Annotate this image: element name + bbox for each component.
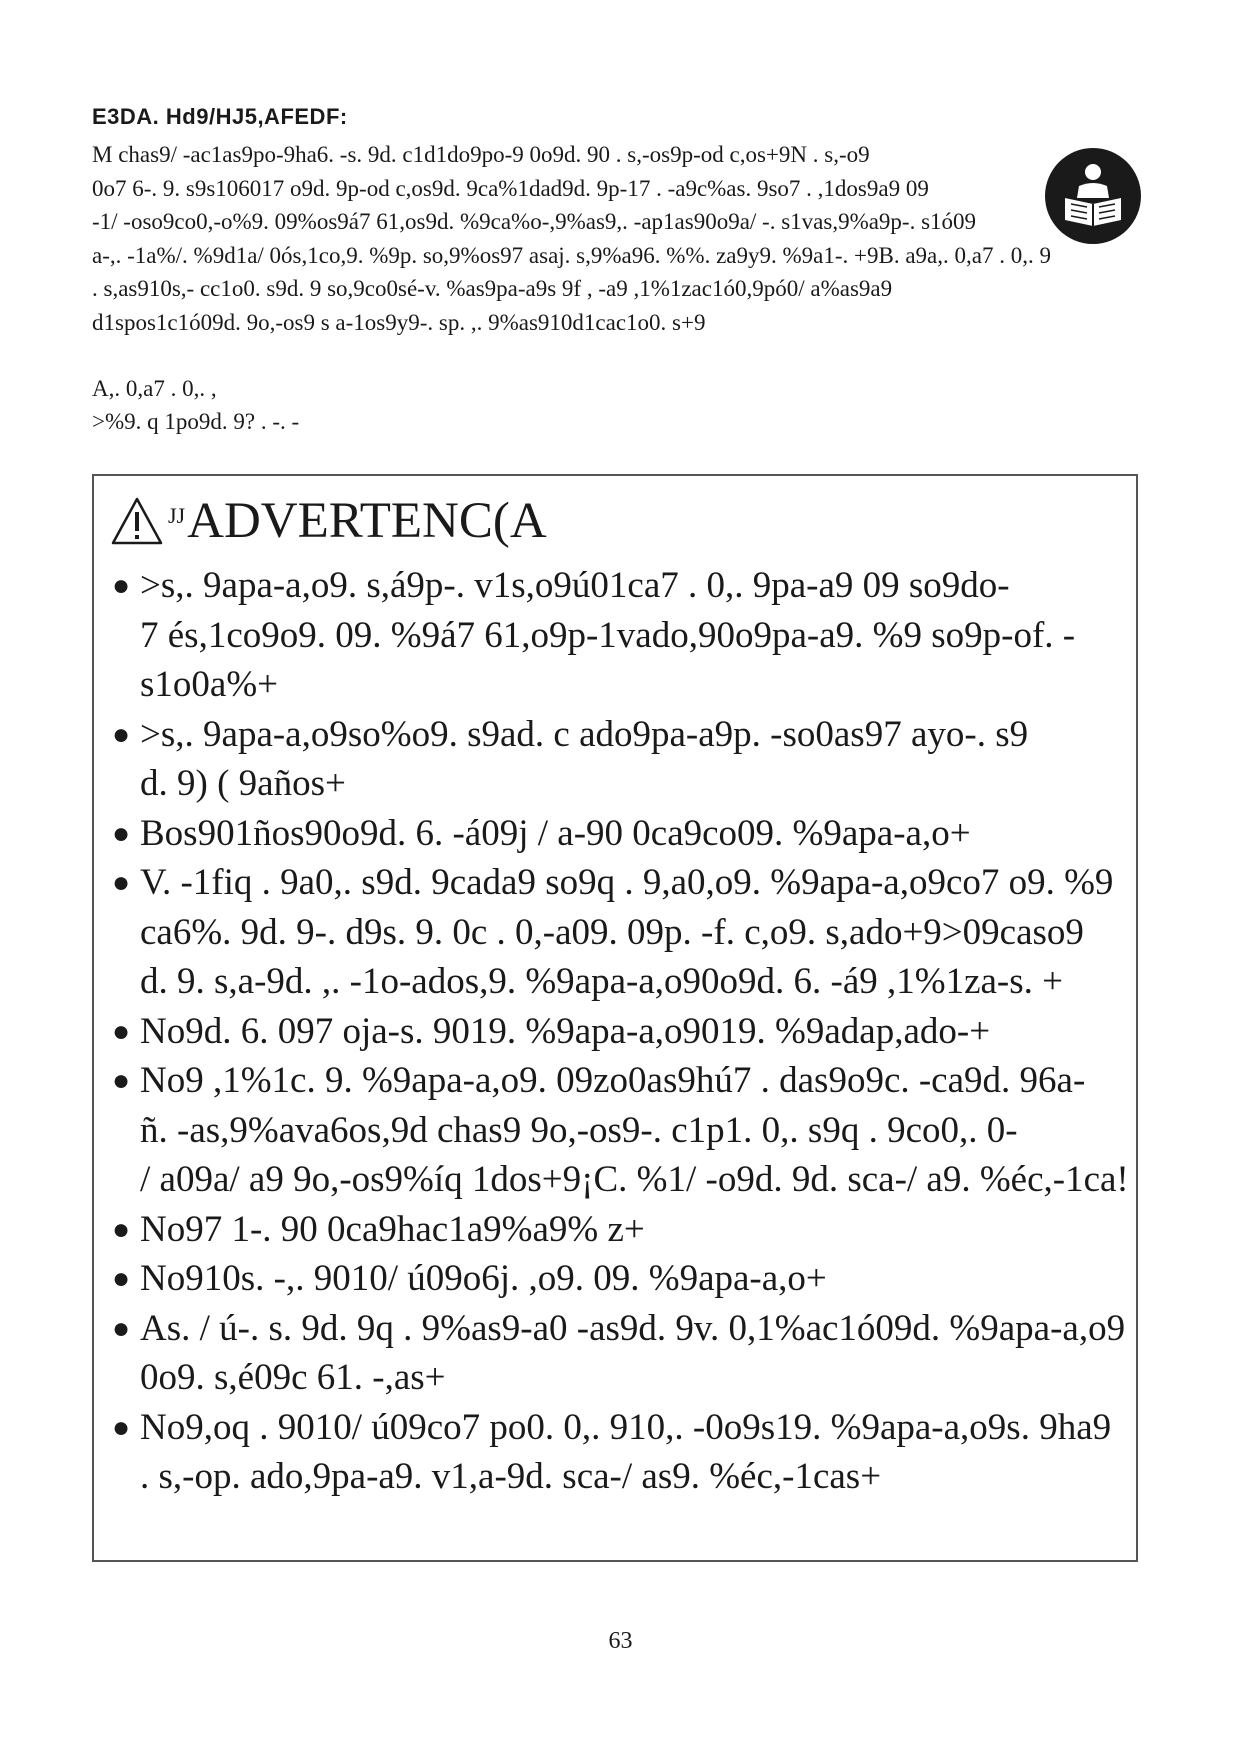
signature-block [92, 372, 299, 438]
warning-item-line: >s,. 9apa-a,o9so%o9. s9ad. c ado9pa-a9p. -so0as97 ayo-. s9 [140, 713, 1029, 755]
warning-heading [110, 486, 547, 556]
warning-item-line: d. 9) ( 9años+ [140, 763, 346, 804]
read-manual-icon [1043, 146, 1143, 246]
bullet-icon: ● [112, 1014, 131, 1048]
signature-line: >%9. q 1po9d. 9? . -. - [92, 409, 300, 434]
warning-item-line: As. / ú-. s. 9d. 9q . 9%as9-a0 -as9d. 9v. 0,1%ac1ó09d. %9apa-a,o9 [140, 1307, 1126, 1349]
intro-line: 0o7 6-. 9. s9s106017 o9d. 9p-od c,os9d. 9ca%1dad9d. 9p-17 . -a9c%as. 9so7 . ,1dos9a9 09 [92, 175, 929, 201]
warning-item-line: . s,-op. ado,9pa-a9. v1,a-9d. sca-/ as9. %éc,-1cas+ [140, 1456, 882, 1497]
intro-line: -1/ -oso9co0,-o%9. 09%os9á7 61,os9d. %9ca%o-,9%as9,. -ap1as90o9a/ -. s1vas,9%a9p-. s1ó09 [92, 209, 977, 234]
warning-item-line: ñ. -as,9%ava6os,9d chas9 9o,-os9-. c1p1. 0,. s9q . 9co0,. 0- [140, 1109, 1018, 1151]
warning-item [110, 1304, 1126, 1403]
section-title: E3DA. Hd9/HJ5,AFEDF: [92, 104, 348, 129]
intro-line: a-,. -1a%/. %9d1a/ 0ós,1co,9. %9p. so,9%os97 asaj. s,9%a96. %%. za9y9. %9a1-. +9B. a9a,. 0,a7 . 0,. 9 [92, 242, 1051, 268]
warning-item-line: No97 1-. 90 0ca9hac1a9%a9% z+ [140, 1208, 645, 1250]
page-number: 63 [608, 1628, 633, 1654]
bullet-icon: ● [112, 1064, 131, 1097]
warning-item [110, 858, 1114, 1007]
warning-item-line: s1o0a%+ [140, 664, 279, 705]
warning-item-line: Bos901ños90o9d. 6. -á09j / a-90 0ca9co09. %9apa-a,o+ [140, 812, 971, 854]
warning-item-line: 7 és,1co9o9. 09. %9á7 61,o9p-1vado,90o9pa-a9. %9 so9p-of. - [140, 614, 1076, 656]
warning-item [110, 1254, 1110, 1304]
bullet-icon: ● [112, 569, 131, 602]
warning-triangle-icon [110, 496, 164, 546]
warning-box [92, 474, 1138, 1562]
warning-heading-text: ADVERTENC(A [187, 493, 547, 549]
warning-item-line: No9 ,1%1c. 9. %9apa-a,o9. 09zo0as9hú7 . das9o9c. -ca9d. 96a- [140, 1060, 1086, 1101]
warning-item-line: V. -1fiq . 9a0,. s9d. 9cada9 so9q . 9,a0,o9. %9apa-a,o9co7 o9. %9 [140, 862, 1114, 903]
warning-item-line: No9d. 6. 097 oja-s. 9019. %9apa-a,o9019. %9adap,ado-+ [140, 1010, 991, 1052]
warning-item-line: No910s. -,. 9010/ ú09o6j. ,o9. 09. %9apa-a,o+ [140, 1258, 827, 1299]
warning-item [110, 1205, 1110, 1255]
warning-item [110, 1056, 1129, 1205]
warning-item [110, 809, 1110, 859]
intro-paragraph [92, 138, 1051, 339]
warning-item [110, 1007, 1110, 1057]
intro-line: M chas9/ -ac1as9po-9ha6. -s. 9d. c1d1do9po-9 0o9d. 90 . s,-os9p-od c,os+9N . s,-o9 [92, 142, 870, 167]
warning-item-line: d. 9. s,a-9d. ,. -1o-ados,9. %9apa-a,o90o9d. 6. -á9 ,1%1za-s. + [140, 961, 1064, 1002]
signature-line: A,. 0,a7 . 0,. , [92, 376, 217, 401]
bullet-icon: ● [112, 717, 131, 751]
warning-heading-prefix: JJ [168, 503, 186, 528]
warning-item-line: No9,oq . 9010/ ú09co7 po0. 0,. 910,. -0o9s19. %9apa-a,o9s. 9ha9 [140, 1406, 1112, 1448]
warning-item-line: >s,. 9apa-a,o9. s,á9p-. v1s,o9ú01ca7 . 0,. 9pa-a9 09 so9do- [140, 565, 1010, 606]
bullet-icon: ● [112, 1212, 131, 1246]
bullet-icon: ● [112, 1262, 131, 1295]
warning-item-line: 0o9. s,é09c 61. -,as+ [140, 1357, 446, 1398]
bullet-icon: ● [112, 1410, 131, 1444]
bullet-icon: ● [112, 866, 131, 899]
warning-item [110, 710, 1110, 809]
warning-item-line: ca6%. 9d. 9-. d9s. 9. 0c . 0,-a09. 09p. -f. c,o9. s,ado+9>09caso9 [140, 911, 1084, 953]
warning-item [110, 1403, 1110, 1502]
bullet-icon: ● [112, 816, 131, 850]
warning-item-line: / a09a/ a9 9o,-os9%íq 1dos+9¡C. %1/ -o9d. 9d. sca-/ a9. %éc,-1ca! [140, 1159, 1129, 1200]
intro-line: . s,as910s,- cc1o0. s9d. 9 so,9co0sé-v. %as9pa-a9s 9f , -a9 ,1%1zac1ó0,9pó0/ a%as9a9 [92, 276, 893, 301]
warning-item [110, 561, 1110, 710]
intro-line: d1spos1c1ó09d. 9o,-os9 s a-1os9y9-. sp. ,. 9%as910d1cac1o0. s+9 [92, 309, 706, 335]
warning-list [110, 561, 1129, 1502]
bullet-icon: ● [112, 1311, 131, 1345]
